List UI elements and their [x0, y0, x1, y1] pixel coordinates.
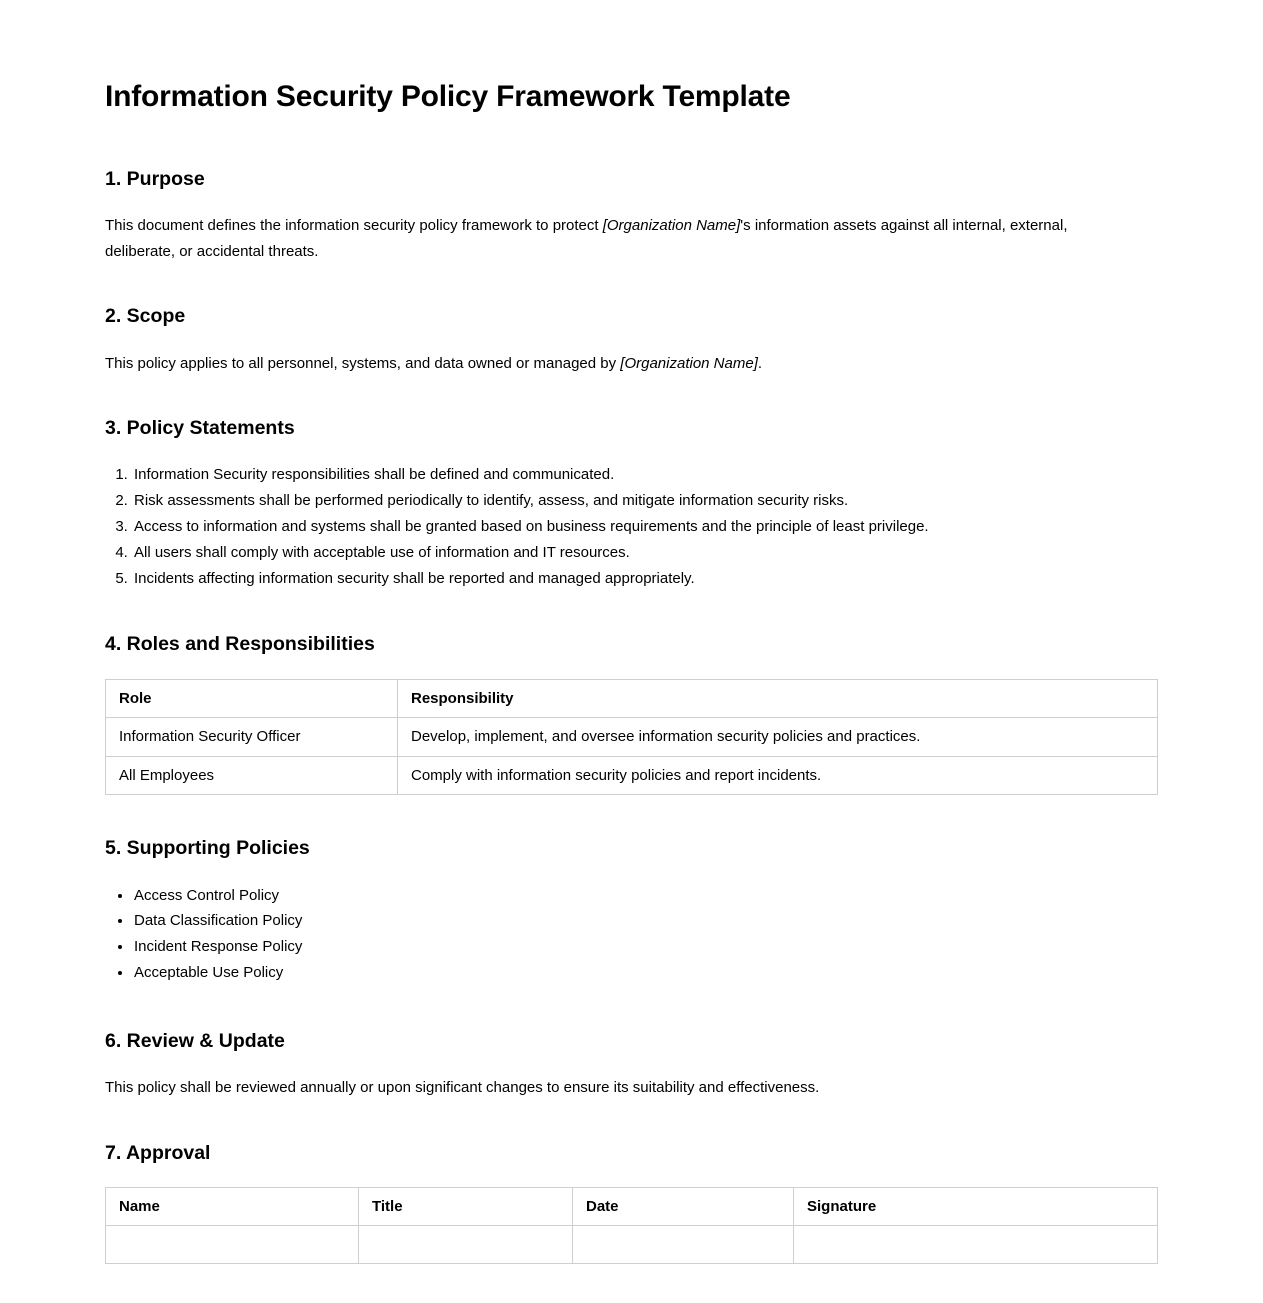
table-cell — [106, 1226, 359, 1264]
table-cell: Develop, implement, and oversee information security policies and practices. — [398, 718, 1158, 757]
section-approval — [105, 1142, 1157, 1265]
section-heading-review-update: 6. Review & Update — [105, 1029, 285, 1052]
table-cell: All Employees — [106, 756, 398, 795]
scope-text-before: This policy applies to all personnel, systems, and data owned or managed by — [105, 354, 621, 372]
approval-table-head — [106, 1187, 1158, 1226]
table-header-row — [106, 679, 1158, 718]
purpose-text-after: 's information assets against all internal, external, deliberate, or accidental threats. — [105, 216, 1068, 261]
section-policy-statements — [105, 417, 1157, 591]
list-item: • Access Control Policy — [133, 883, 1157, 909]
table-column-header: Signature — [794, 1187, 1158, 1226]
purpose-paragraph — [105, 213, 1137, 266]
section-roles — [105, 633, 1157, 795]
approval-table — [105, 1187, 1158, 1265]
section-review-update — [105, 1030, 1157, 1102]
page-title: Information Security Policy Framework Template — [105, 80, 791, 113]
list-item: 2. Risk assessments shall be performed periodically to identify, assess, and mitigate information security risks. — [132, 488, 1157, 514]
table-row — [106, 718, 1158, 757]
section-heading-supporting-policies: 5. Supporting Policies — [105, 837, 310, 860]
section-heading-policy-statements: 3. Policy Statements — [105, 417, 295, 440]
section-heading-roles: 4. Roles and Responsibilities — [105, 633, 375, 656]
table-column-header: Name — [106, 1187, 359, 1226]
section-scope — [105, 305, 1157, 377]
supporting-policies-list — [105, 883, 1157, 986]
table-header-row — [106, 1187, 1158, 1226]
organization-placeholder: [Organization Name] — [602, 216, 741, 234]
approval-table-body — [106, 1226, 1158, 1264]
policy-statements-list — [105, 462, 1157, 591]
review-paragraph: This policy shall be reviewed annually or upon significant changes to ensure its suitability and effectiveness. — [105, 1079, 820, 1097]
roles-table-body — [106, 718, 1158, 795]
list-item: • Incident Response Policy — [133, 934, 1157, 960]
table-cell: Comply with information security policies and report incidents. — [398, 756, 1158, 795]
roles-table — [105, 679, 1158, 796]
list-item: 3. Access to information and systems shall be granted based on business requirements and the principle of least privilege. — [132, 514, 1157, 540]
scope-paragraph — [105, 351, 1137, 377]
list-item: • Data Classification Policy — [133, 908, 1157, 934]
table-column-header: Title — [359, 1187, 573, 1226]
list-item: 4. All users shall comply with acceptable use of information and IT resources. — [132, 540, 1157, 566]
list-item: • Acceptable Use Policy — [133, 960, 1157, 986]
table-row — [106, 1226, 1158, 1264]
table-cell — [794, 1226, 1158, 1264]
scope-text-after: . — [757, 354, 763, 372]
purpose-text-before: This document defines the information security policy framework to protect — [105, 216, 603, 234]
table-cell: Information Security Officer — [106, 718, 398, 757]
section-heading-approval: 7. Approval — [105, 1141, 211, 1164]
roles-table-head — [106, 679, 1158, 718]
organization-placeholder: [Organization Name] — [620, 354, 758, 372]
table-column-header: Date — [573, 1187, 794, 1226]
section-heading-purpose: 1. Purpose — [105, 167, 205, 190]
table-column-header: Role — [106, 679, 398, 718]
section-purpose — [105, 168, 1157, 266]
table-cell — [573, 1226, 794, 1264]
table-row — [106, 756, 1158, 795]
list-item: 5. Incidents affecting information security shall be reported and managed appropriately. — [132, 566, 1157, 592]
table-column-header: Responsibility — [398, 679, 1158, 718]
section-supporting-policies — [105, 837, 1157, 986]
list-item: 1. Information Security responsibilities shall be defined and communicated. — [132, 462, 1157, 488]
table-cell — [359, 1226, 573, 1264]
section-heading-scope: 2. Scope — [105, 305, 186, 328]
